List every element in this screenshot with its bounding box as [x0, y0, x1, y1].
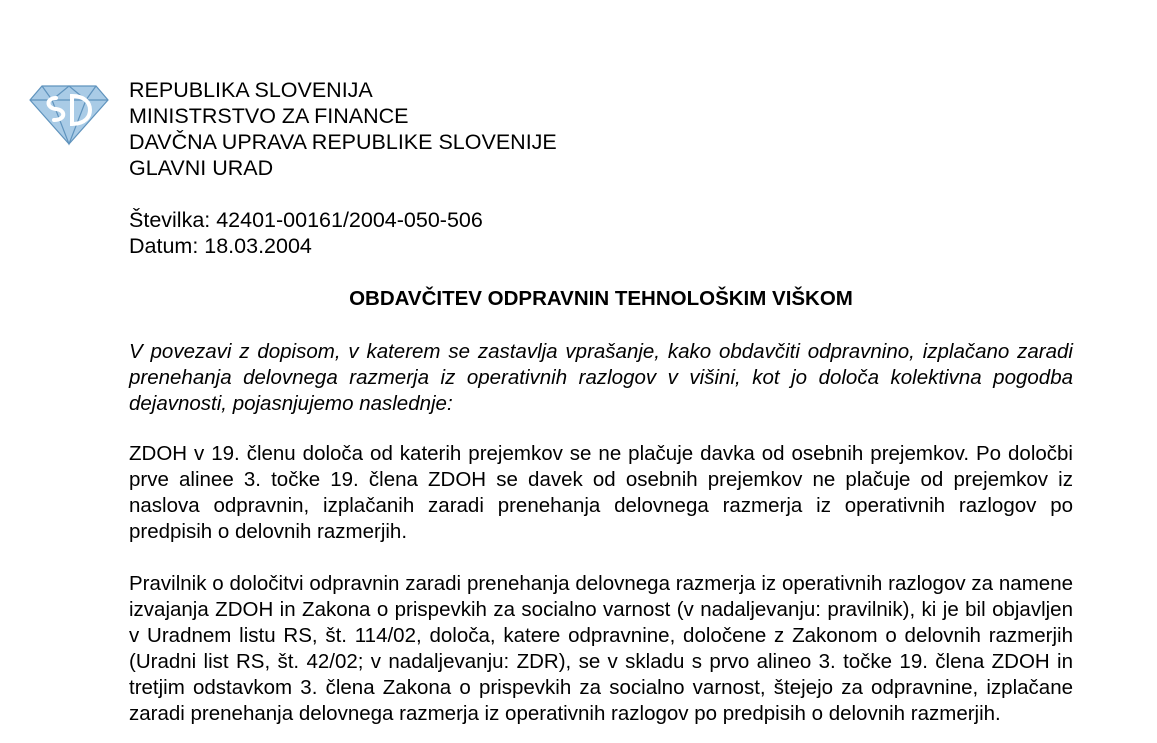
intro-paragraph: V povezavi z dopisom, v katerem se zastavlja vprašanje, kako obdavčiti odpravnino, izplačano zaradi prenehanja delovnega razmerja iz operativnih razlogov v višini, kot jo določa kolektivna pogodba dejavnosti, pojasnjujemo naslednje: — [129, 340, 1073, 415]
body-paragraph-2: Pravilnik o določitvi odpravnin zaradi prenehanja delovnega razmerja iz operativnih razlogov za namene izvajanja ZDOH in Zakona o prispevkih za socialno varnost (v nadaljevanju: pravilnik), ki je bil objavljen v Uradnem listu RS, št. 114/02, določa, katere odpravnine, določene z Zakonom o delovnih razmerjih (Uradni list RS, št. 42/02; v nadaljevanju: ZDR), se v skladu s prvo alineo 3. točke 19. člena ZDOH in tretjim odstavkom 3. člena Zakona o prispevkih za socialno varnost, štejejo za odpravnine, izplačane zaradi prenehanja delovnega razmerja iz operativnih razlogov po predpisih o delovnih razmerjih. — [129, 572, 1073, 725]
document-number: Številka: 42401-00161/2004-050-506 — [129, 208, 483, 232]
document-date: Datum: 18.03.2004 — [129, 234, 312, 258]
header-line-country: REPUBLIKA SLOVENIJA — [129, 78, 373, 102]
document-title: OBDAVČITEV ODPRAVNIN TEHNOLOŠKIM VIŠKOM — [349, 287, 853, 310]
header-line-ministry: MINISTRSTVO ZA FINANCE — [129, 104, 409, 128]
header-line-main-office: GLAVNI URAD — [129, 156, 274, 180]
institution-header — [129, 77, 557, 181]
document-meta — [129, 207, 483, 259]
header-line-tax-office: DAVČNA UPRAVA REPUBLIKE SLOVENIJE — [129, 130, 557, 154]
slovenia-shield-logo — [26, 78, 112, 148]
body-paragraph-1: ZDOH v 19. členu določa od katerih prejemkov se ne plačuje davka od osebnih prejemkov. Po določbi prve alinee 3. točke 19. člena ZDOH se davek od osebnih prejemkov ne plačuje od prejemkov iz naslova odpravnin, izplačanih zaradi prenehanja delovnega razmerja iz operativnih razlogov po predpisih o delovnih razmerjih. — [129, 442, 1073, 543]
